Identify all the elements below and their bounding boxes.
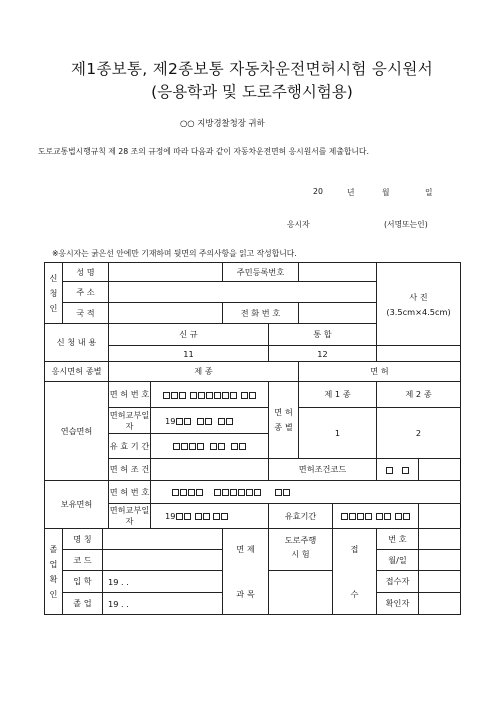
application-type-label: 신 청 내 용 <box>45 324 109 362</box>
resident-no-field[interactable] <box>299 263 377 282</box>
receiver-field[interactable] <box>419 571 461 593</box>
form-subtitle: (응용학과 및 도로주행시험용) <box>151 83 353 101</box>
receipt-date-field[interactable] <box>419 550 461 571</box>
practice-issue-date-label: 면허교부일자 <box>109 408 151 434</box>
applicant-section-label: 신 청 인 <box>45 263 63 324</box>
admission-field[interactable]: 19 . . <box>103 571 223 593</box>
school-name-label: 명 칭 <box>63 529 103 550</box>
class1-code[interactable]: 1 <box>299 408 377 459</box>
date-year: 년 <box>347 188 355 197</box>
receipt-number-label: 번 호 <box>377 529 419 550</box>
practice-conditions-label: 면 허 조 건 <box>109 459 151 481</box>
receipt-label: 접 수 <box>333 529 377 615</box>
receipt-date-label: 월/일 <box>377 550 419 571</box>
new-code[interactable]: 11 <box>109 346 269 362</box>
held-license-number-label: 면 허 번 호 <box>109 481 151 504</box>
condition-code-field[interactable] <box>377 459 419 481</box>
nationality-label: 국 적 <box>63 303 109 324</box>
applicant-label: 응시자 <box>287 220 310 229</box>
photo-box-bottom <box>377 346 461 362</box>
practice-license-number-label: 면 허 번 호 <box>109 382 151 408</box>
name-field[interactable] <box>109 263 223 282</box>
held-license-number-field[interactable] <box>151 481 461 504</box>
license-type-label: 응시면허 종별 <box>45 362 109 382</box>
verifier-field[interactable] <box>419 593 461 615</box>
condition-code-label: 면허조건코드 <box>269 459 377 481</box>
application-form-table <box>44 262 461 615</box>
held-issue-date-field[interactable]: 19 <box>151 504 269 529</box>
held-license-label: 보유면허 <box>45 481 109 529</box>
held-issue-date-label: 면허교부일자 <box>109 504 151 529</box>
photo-box: 사 진 (3.5cm×4.5cm) <box>377 263 461 346</box>
road-test-field[interactable] <box>269 571 333 615</box>
statement-text: 도로교통법시행규칙 제 28 조의 규정에 따라 다음과 같이 자동차운전면허 응시원서를 제출합니다. <box>38 147 369 156</box>
address-label: 주 소 <box>63 282 109 303</box>
license-type-value2[interactable]: 면 허 <box>299 362 461 382</box>
held-validity-label: 유효기간 <box>269 504 333 529</box>
date-day: 일 <box>425 188 433 197</box>
class1-label: 제 1 종 <box>299 382 377 408</box>
practice-license-number-field[interactable] <box>151 382 269 408</box>
practice-validity-field[interactable] <box>151 434 269 459</box>
phone-field[interactable] <box>299 303 377 324</box>
road-test-label: 도로주행 시 험 <box>269 529 333 571</box>
exempt-subject-label: 면 제 과 목 <box>223 529 269 615</box>
form-title: 제1종보통, 제2종보통 자동차운전면허시험 응시원서 <box>71 60 433 78</box>
new-label: 신 규 <box>109 324 269 346</box>
verifier-label: 확인자 <box>377 593 419 615</box>
date-month: 월 <box>382 188 390 197</box>
practice-issue-date-field[interactable]: 19 <box>151 408 269 434</box>
school-name-field[interactable] <box>103 529 223 550</box>
held-validity-field[interactable] <box>333 504 419 529</box>
graduation-date-field[interactable]: 19 . . <box>103 593 223 615</box>
name-label: 성 명 <box>63 263 109 282</box>
address-field[interactable] <box>109 282 377 303</box>
class2-label: 제 2 종 <box>377 382 461 408</box>
graduation-date-label: 졸 업 <box>63 593 103 615</box>
combined-label: 통 합 <box>269 324 377 346</box>
receipt-number-field[interactable] <box>419 529 461 550</box>
phone-label: 전 화 번 호 <box>223 303 299 324</box>
admission-label: 입 학 <box>63 571 103 593</box>
nationality-field[interactable] <box>109 303 223 324</box>
license-class-label: 면 허 종 별 <box>269 382 299 459</box>
graduation-label: 졸 업 확 인 <box>45 529 63 615</box>
practice-conditions-field[interactable] <box>151 459 269 481</box>
receiver-label: 접수자 <box>377 571 419 593</box>
resident-no-label: 주민등록번호 <box>223 263 299 282</box>
addressee: ○○ 지방경찰청장 귀하 <box>180 118 265 128</box>
notice-text: ※응시자는 굵은선 안에만 기재하며 뒷면의 주의사항을 읽고 작성합니다. <box>52 249 297 258</box>
school-code-field[interactable] <box>103 550 223 571</box>
date-year-prefix: 20 <box>313 187 323 196</box>
applicant-sign: (서명또는인) <box>384 220 428 229</box>
class2-code[interactable]: 2 <box>377 408 461 459</box>
school-code-label: 코 드 <box>63 550 103 571</box>
license-type-value1[interactable]: 제 종 <box>109 362 299 382</box>
practice-license-label: 연습면허 <box>45 382 109 481</box>
combined-code[interactable]: 12 <box>269 346 377 362</box>
practice-validity-label: 유 효 기 간 <box>109 434 151 459</box>
